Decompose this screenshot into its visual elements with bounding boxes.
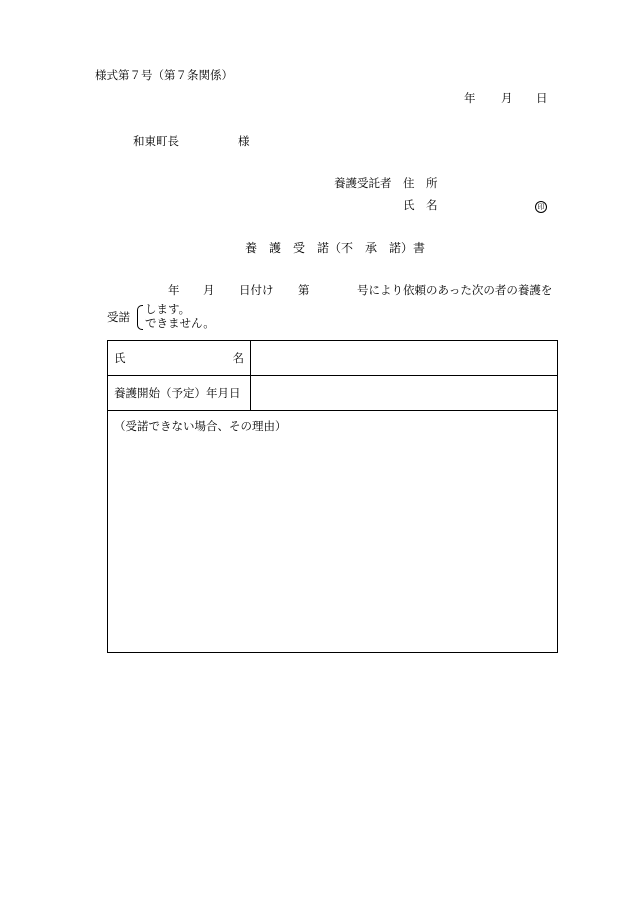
body-text: 号により依頼のあった次の者の養護を bbox=[357, 283, 553, 297]
name-label-cell bbox=[108, 341, 251, 376]
body-dated: 日付け bbox=[239, 283, 274, 297]
form-number: 様式第７号（第７条関係） bbox=[95, 68, 233, 82]
option-decline: できません。 bbox=[145, 316, 215, 330]
name-value-cell[interactable] bbox=[251, 341, 558, 376]
name-label-right: 名 bbox=[232, 351, 244, 365]
start-date-label: 養護開始（予定）年月日 bbox=[108, 376, 251, 411]
option-accept: します。 bbox=[145, 302, 191, 316]
date-month-label: 月 bbox=[501, 91, 513, 105]
reason-cell[interactable] bbox=[108, 411, 558, 653]
sender-role: 養護受託者 bbox=[334, 176, 392, 190]
options-brace bbox=[137, 305, 143, 330]
body-number-prefix: 第 bbox=[298, 283, 310, 297]
date-year-label: 年 bbox=[464, 91, 476, 105]
name-label-left: 氏 bbox=[114, 351, 126, 365]
start-date-value-cell[interactable] bbox=[251, 376, 558, 411]
addressee-honorific: 様 bbox=[238, 134, 250, 148]
name-label: 氏 名 bbox=[403, 198, 438, 212]
accept-label: 受諾 bbox=[107, 310, 130, 324]
table-row-start-date bbox=[108, 376, 558, 411]
body-year: 年 bbox=[168, 283, 180, 297]
reason-label: （受諾できない場合、その理由） bbox=[114, 419, 287, 433]
details-table bbox=[107, 340, 558, 653]
address-label: 住 所 bbox=[403, 176, 438, 190]
date-day-label: 日 bbox=[536, 91, 548, 105]
table-row-name bbox=[108, 341, 558, 376]
document-title: 養 護 受 諾（不 承 諾）書 bbox=[245, 241, 426, 255]
body-month: 月 bbox=[203, 283, 215, 297]
seal-mark: 印 bbox=[535, 201, 547, 213]
addressee-name: 和東町長 bbox=[133, 134, 179, 148]
table-row-reason bbox=[108, 411, 558, 653]
